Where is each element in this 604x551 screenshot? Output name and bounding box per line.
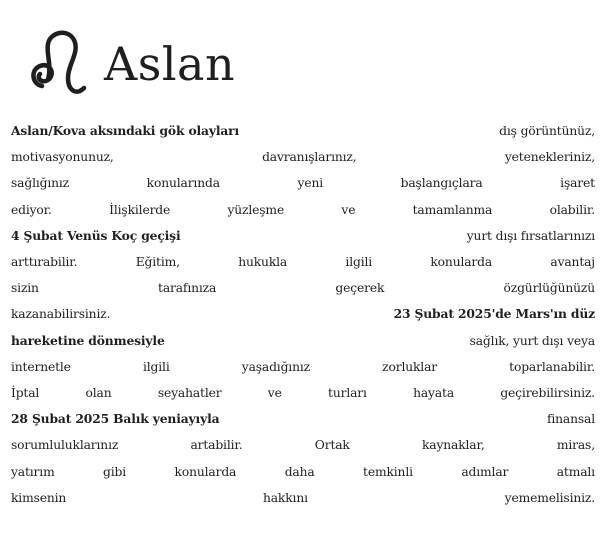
corner-logo-fragment bbox=[584, 543, 604, 551]
word: temkinli bbox=[363, 464, 413, 479]
text-line bbox=[11, 223, 595, 249]
text-line bbox=[11, 328, 595, 354]
word: konularda bbox=[430, 255, 493, 270]
text-line: kimsenin hakkını yememelisiniz. bbox=[11, 490, 595, 505]
word: hukukla bbox=[238, 255, 288, 270]
horoscope-text bbox=[11, 118, 595, 511]
word: yatırım bbox=[11, 464, 55, 479]
text-segment: yurt dışı fırsatlarınızı bbox=[466, 228, 595, 243]
text-segment: finansal bbox=[546, 412, 595, 427]
word: miras, bbox=[556, 438, 595, 453]
word: ediyor. bbox=[11, 202, 52, 217]
word: seyahatler bbox=[157, 386, 222, 401]
word: ilgili bbox=[345, 255, 373, 270]
text-segment: dış görüntünüz, bbox=[499, 124, 595, 138]
text-line bbox=[11, 170, 595, 196]
header bbox=[28, 22, 235, 106]
page-title: Aslan bbox=[104, 37, 236, 91]
word: ilgili bbox=[142, 359, 170, 374]
word: motivasyonunuz, bbox=[11, 150, 114, 165]
word: zorluklar bbox=[382, 359, 437, 374]
word: davranışlarınız, bbox=[262, 150, 357, 165]
word: sağlığınız bbox=[11, 176, 70, 191]
text-segment: sağlık, yurt dışı veya bbox=[469, 333, 595, 348]
word: işaret bbox=[560, 176, 595, 191]
word: kaynaklar, bbox=[421, 438, 485, 453]
leo-zodiac-icon bbox=[28, 24, 92, 104]
word: gibi bbox=[103, 464, 127, 479]
text-line bbox=[11, 354, 595, 380]
word: arttırabilir. bbox=[11, 255, 78, 270]
text-line bbox=[11, 432, 595, 458]
text-line bbox=[11, 275, 595, 301]
word: sizin bbox=[11, 281, 39, 296]
word: başlangıçlara bbox=[400, 176, 483, 191]
word: konularında bbox=[146, 176, 220, 191]
word: Ortak bbox=[314, 438, 350, 453]
highlight-phrase: 4 Şubat Venüs Koç geçişi bbox=[11, 227, 181, 243]
word: tamamlanma bbox=[412, 202, 493, 217]
word: özgürlüğünüzü bbox=[503, 281, 595, 296]
word: toparlanabilir. bbox=[509, 359, 595, 374]
word: avantaj bbox=[550, 255, 595, 270]
text-line bbox=[11, 144, 595, 170]
highlight-phrase: 23 Şubat 2025'de Mars'ın düz bbox=[393, 306, 595, 322]
word: yaşadığınız bbox=[241, 359, 310, 374]
highlight-phrase: Aslan/Kova aksındaki gök olayları bbox=[11, 123, 240, 138]
word: artabilir. bbox=[190, 438, 243, 453]
word: Eğitim, bbox=[135, 255, 180, 270]
word: adımlar bbox=[461, 464, 509, 479]
text-segment: kazanabilirsiniz. bbox=[11, 307, 111, 322]
word: yüzleşme bbox=[227, 202, 285, 217]
word: ve bbox=[341, 202, 356, 217]
word: daha bbox=[284, 464, 315, 479]
word: ve bbox=[267, 386, 282, 401]
word: sorumluluklarınız bbox=[11, 438, 119, 453]
word: yetenekleriniz, bbox=[504, 150, 595, 165]
highlight-phrase: hareketine dönmesiyle bbox=[11, 332, 165, 348]
word: geçerek bbox=[335, 281, 385, 296]
highlight-phrase: 28 Şubat 2025 Balık yeniayıyla bbox=[11, 411, 220, 427]
word: yeni bbox=[297, 176, 323, 191]
word: turları bbox=[328, 386, 367, 401]
word: olan bbox=[85, 386, 112, 401]
word: hayata bbox=[413, 386, 455, 401]
word: geçirebilirsiniz. bbox=[500, 386, 595, 401]
word: İptal bbox=[11, 386, 40, 401]
text-line bbox=[11, 380, 595, 406]
word: tarafınıza bbox=[158, 281, 217, 296]
word: atmalı bbox=[556, 464, 595, 479]
text-line bbox=[11, 197, 595, 223]
word: internetle bbox=[11, 359, 71, 374]
word: olabilir. bbox=[549, 202, 595, 217]
text-line bbox=[11, 118, 595, 144]
text-line bbox=[11, 249, 595, 275]
text-line bbox=[11, 459, 595, 485]
text-line bbox=[11, 406, 595, 432]
word: konularda bbox=[174, 464, 237, 479]
word: İlişkilerde bbox=[109, 202, 171, 217]
text-line bbox=[11, 301, 595, 327]
